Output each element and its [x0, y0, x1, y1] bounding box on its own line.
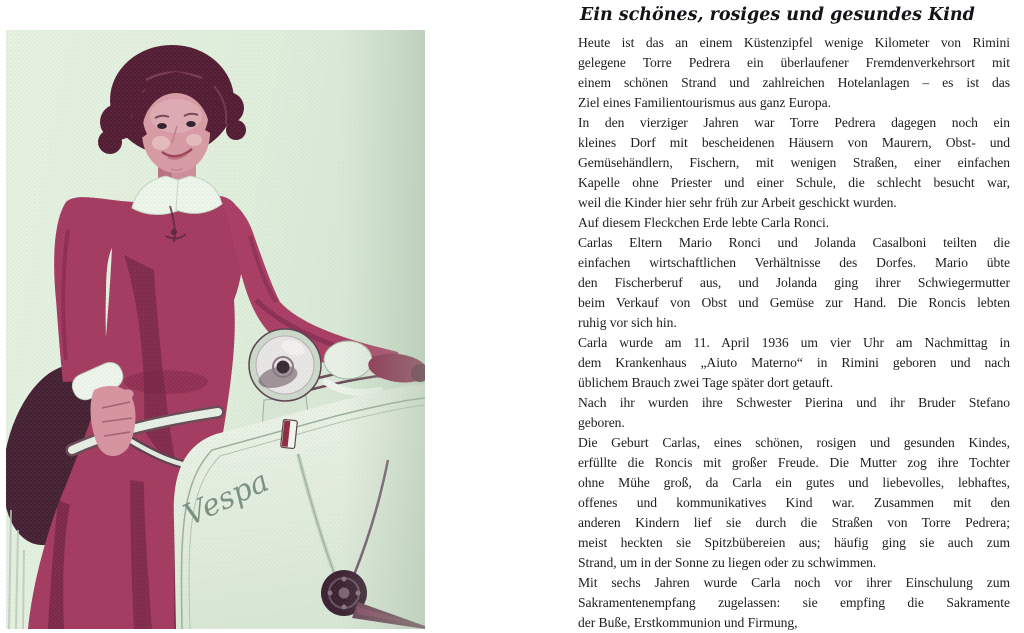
text-line: erfüllte die Roncis mit großer Freude. Die Mutter zog ihre Tochter: [578, 455, 1010, 470]
text-line: Sakramentenempfang zugelassen: sie empfing die Sakramente: [578, 595, 1010, 610]
article-body: [578, 33, 1010, 633]
text-line: anderen Kindern lief sie durch die Straßen von Torre Pedrera;: [578, 515, 1010, 530]
text-line: ohne Mühe groß, da Carla ein gutes und liebevolles, lebhaftes,: [578, 475, 1010, 490]
text-line: In den vierziger Jahren war Torre Pedrera dagegen noch ein: [578, 115, 1010, 130]
article-column: [578, 0, 1010, 632]
text-line: ruhig vor sich hin.: [578, 315, 677, 330]
text-line: dem Krankenhaus „Aiuto Materno“ in Rimini geboren und nach: [578, 355, 1010, 370]
text-line: einfachen wirtschaftlichen Verhältnisse des Dorfes. Mario übte: [578, 255, 1010, 270]
text-line: beim Verkauf von Obst und Gemüse zur Hand. Die Roncis lebten: [578, 295, 1010, 310]
article-title: Ein schönes, rosiges und gesundes Kind: [580, 5, 975, 25]
photo-illustration: [6, 30, 425, 629]
text-line: weil die Kinder hier sehr früh zur Arbeit geschickt wurden.: [578, 195, 897, 210]
text-line: Die Geburt Carlas, eines schönen, rosigen und gesunden Kindes,: [578, 435, 1010, 450]
text-line: geboren.: [578, 415, 625, 430]
text-line: offenes und kommunikatives Kind war. Zusammen mit den: [578, 495, 1010, 510]
text-line: Kapelle ohne Priester und einer Schule, die schlecht besucht war,: [578, 175, 1010, 190]
edge-shading: [6, 30, 425, 629]
text-line: Auf diesem Fleckchen Erde lebte Carla Ronci.: [578, 215, 830, 230]
text-line: kleines Dorf mit bescheidenen Häusern von Maurern, Obst- und: [578, 135, 1010, 150]
text-line: Gemüsehändlern, Fischern, mit wenigen Straßen, einer einfachen: [578, 155, 1010, 170]
text-line: einem schönen Strand und zahlreichen Hotelanlagen – es ist das: [578, 75, 1010, 90]
text-line: Nach ihr wurden ihre Schwester Pierina und ihr Bruder Stefano: [578, 395, 1010, 410]
text-line: üblichem Brauch zwei Tage später dort getauft.: [578, 375, 834, 390]
text-line: den Fischerberuf aus, und Jolanda ging ihrer Schwiegermutter: [578, 275, 1010, 290]
text-line: der Buße, Erstkommunion und Firmung,: [578, 615, 798, 630]
text-line: Carla wurde am 11. April 1936 um vier Uhr am Nachmittag in: [578, 335, 1010, 350]
text-line: Carlas Eltern Mario Ronci und Jolanda Casalboni teilten die: [578, 235, 1010, 250]
text-line: gelegene Torre Pedrera ein überlaufener Fremdenverkehrsort mit: [578, 55, 1010, 70]
text-line: Heute ist das an einem Küstenzipfel wenige Kilometer von Rimini: [578, 35, 1010, 50]
text-line: Mit sechs Jahren wurde Carla noch vor ihrer Einschulung zum: [578, 575, 1010, 590]
text-line: meist heckten sie Spitzbübereien aus; häufig ging sie auch zum: [578, 535, 1010, 550]
photo-woman-on-vespa: [6, 30, 425, 629]
text-line: Strand, um in der Sonne zu liegen oder zu schwimmen.: [578, 555, 877, 570]
text-line: Ziel eines Familientourismus aus ganz Europa.: [578, 95, 831, 110]
